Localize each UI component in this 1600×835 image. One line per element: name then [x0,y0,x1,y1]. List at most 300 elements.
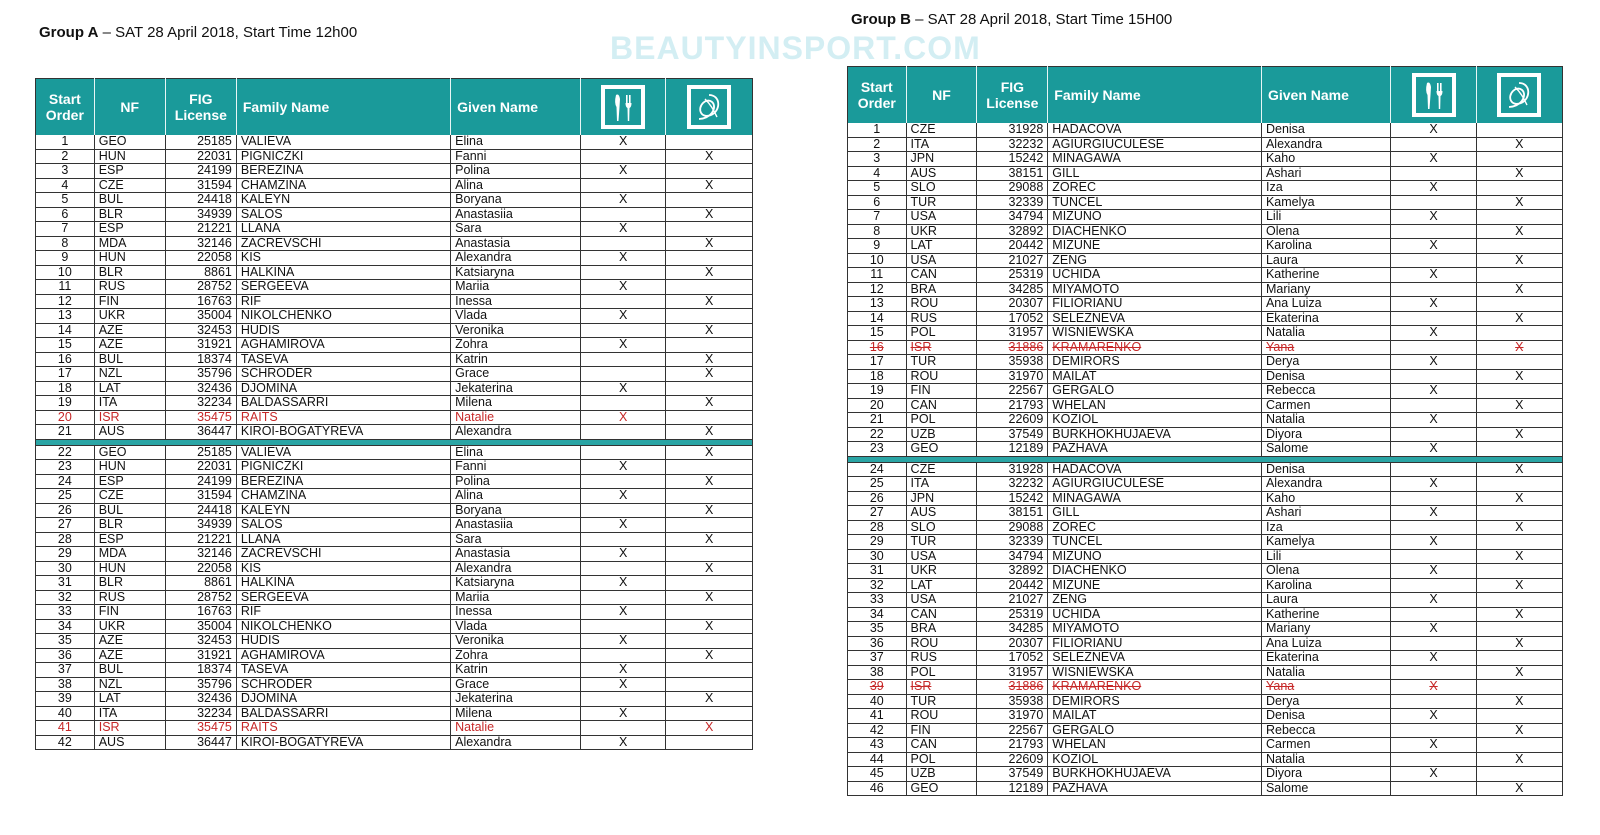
family-name-cell: SELEZNEVA [1048,311,1262,326]
nf-cell: CZE [906,123,977,137]
table-row [36,735,753,750]
given-name-cell: Elina [451,135,581,149]
ribbon-mark-cell [1476,564,1562,579]
meal-mark-cell: X [580,663,666,678]
start-order-cell: 28 [848,520,907,535]
family-name-cell: RIF [236,605,450,620]
fig-license-cell: 32436 [165,692,236,707]
fig-license-cell: 25319 [977,268,1048,283]
meal-mark-cell: X [1391,738,1476,753]
family-name-cell: KIS [236,251,450,266]
meal-mark-cell [580,178,666,193]
fig-license-cell: 12189 [977,781,1048,796]
start-order-cell: 38 [848,665,907,680]
fig-license-cell: 34939 [165,207,236,222]
fig-license-cell: 36447 [165,425,236,440]
fig-license-cell: 32892 [977,564,1048,579]
start-order-cell: 42 [36,735,95,750]
given-name-cell: Derya [1261,355,1390,370]
header-cutlery [580,79,666,136]
ribbon-mark-cell: X [1476,752,1562,767]
fig-license-cell: 37549 [977,427,1048,442]
fig-license-cell: 25185 [165,445,236,460]
fig-license-cell: 32892 [977,224,1048,239]
table-row [848,166,1563,181]
family-name-cell: MINAGAWA [1048,491,1262,506]
meal-mark-cell: X [1391,709,1476,724]
given-name-cell: Katrin [451,352,581,367]
meal-mark-cell [580,236,666,251]
fig-license-cell: 34939 [165,518,236,533]
meal-mark-cell: X [580,193,666,208]
given-name-cell: Salome [1261,442,1390,457]
table-row [848,738,1563,753]
given-name-cell: Denisa [1261,709,1390,724]
nf-cell: ROU [906,369,977,384]
meal-mark-cell [1391,137,1476,152]
ribbon-mark-cell [1476,535,1562,550]
start-order-cell: 32 [848,578,907,593]
start-order-cell: 41 [36,721,95,736]
ribbon-mark-cell [1476,651,1562,666]
given-name-cell: Mariany [1261,622,1390,637]
nf-cell: ESP [94,474,165,489]
table-row [36,280,753,295]
start-order-cell: 13 [36,309,95,324]
given-name-cell: Diyora [1261,427,1390,442]
given-name-cell: Anastasia [451,547,581,562]
fig-license-cell: 22609 [977,413,1048,428]
meal-mark-cell: X [1391,152,1476,167]
family-name-cell: HALKINA [236,265,450,280]
table-row [848,767,1563,782]
table-row [36,309,753,324]
nf-cell: ITA [94,706,165,721]
given-name-cell: Jekaterina [451,381,581,396]
start-order-cell: 1 [36,135,95,149]
group-a-header-row [36,79,753,136]
nf-cell: SLO [906,520,977,535]
start-order-cell: 15 [36,338,95,353]
nf-cell: CZE [906,462,977,477]
nf-cell: ESP [94,222,165,237]
fig-license-cell: 22058 [165,561,236,576]
group-a-title [39,24,357,41]
family-name-cell: LLANA [236,222,450,237]
start-order-cell: 5 [36,193,95,208]
given-name-cell: Natalia [1261,665,1390,680]
fig-license-cell: 21221 [165,222,236,237]
fig-license-cell: 15242 [977,491,1048,506]
ribbon-mark-cell [1476,152,1562,167]
given-name-cell: Karolina [1261,239,1390,254]
ribbon-mark-cell [666,280,753,295]
nf-cell: POL [906,326,977,341]
group-b-title-rest: – SAT 28 April 2018, Start Time 15H00 [911,11,1173,28]
table-row [36,590,753,605]
fig-license-cell: 35004 [165,309,236,324]
nf-cell: POL [906,413,977,428]
given-name-cell: Boryana [451,193,581,208]
meal-mark-cell: X [580,576,666,591]
start-order-cell: 38 [36,677,95,692]
table-row [36,265,753,280]
start-order-cell: 4 [36,178,95,193]
nf-cell: ITA [906,477,977,492]
given-name-cell: Iza [1261,181,1390,196]
given-name-cell: Grace [451,367,581,382]
meal-mark-cell: X [580,489,666,504]
start-order-cell: 33 [848,593,907,608]
nf-cell: HUN [94,251,165,266]
nf-cell: MDA [94,236,165,251]
ribbon-mark-cell [1476,413,1562,428]
fig-license-cell: 34285 [977,282,1048,297]
fig-license-cell: 35938 [977,355,1048,370]
table-row [848,297,1563,312]
table-row [36,410,753,425]
fig-license-cell: 28752 [165,280,236,295]
fig-license-cell: 18374 [165,663,236,678]
table-row [848,282,1563,297]
start-order-cell: 2 [36,149,95,164]
family-name-cell: HUDIS [236,323,450,338]
fig-license-cell: 31594 [165,178,236,193]
family-name-cell: GERGALO [1048,384,1262,399]
given-name-cell: Anastasiia [451,207,581,222]
fig-license-cell: 31928 [977,462,1048,477]
table-row [848,398,1563,413]
fig-license-cell: 16763 [165,605,236,620]
header-ribbon [666,79,753,136]
given-name-cell: Rebecca [1261,384,1390,399]
nf-cell: ROU [906,636,977,651]
given-name-cell: Elina [451,445,581,460]
ribbon-mark-cell: X [1476,340,1562,355]
family-name-cell: CHAMZINA [236,489,450,504]
fig-license-cell: 20442 [977,578,1048,593]
start-order-cell: 20 [36,410,95,425]
fig-license-cell: 15242 [977,152,1048,167]
fig-license-cell: 8861 [165,576,236,591]
ribbon-mark-cell: X [1476,137,1562,152]
family-name-cell: VALIEVA [236,135,450,149]
given-name-cell: Sara [451,532,581,547]
ribbon-mark-cell: X [666,367,753,382]
family-name-cell: WISNIEWSKA [1048,665,1262,680]
ribbon-mark-cell: X [1476,694,1562,709]
ribbon-mark-cell: X [666,590,753,605]
meal-mark-cell [580,474,666,489]
start-order-cell: 43 [848,738,907,753]
table-row [848,384,1563,399]
start-order-cell: 19 [36,396,95,411]
given-name-cell: Kaho [1261,152,1390,167]
given-name-cell: Katsiaryna [451,576,581,591]
start-order-cell: 3 [36,164,95,179]
family-name-cell: KRAMARENKO [1048,340,1262,355]
family-name-cell: SERGEEVA [236,590,450,605]
fig-license-cell: 21027 [977,253,1048,268]
start-order-cell: 9 [848,239,907,254]
ribbon-mark-cell [666,547,753,562]
family-name-cell: HALKINA [236,576,450,591]
table-row [36,338,753,353]
fig-license-cell: 31957 [977,665,1048,680]
start-order-cell: 25 [848,477,907,492]
family-name-cell: UCHIDA [1048,268,1262,283]
family-name-cell: RAITS [236,721,450,736]
nf-cell: CAN [906,738,977,753]
fig-license-cell: 35475 [165,410,236,425]
nf-cell: ESP [94,164,165,179]
table-row [36,547,753,562]
fig-license-cell: 22567 [977,723,1048,738]
ribbon-mark-cell: X [1476,195,1562,210]
table-row [848,340,1563,355]
table-row [36,532,753,547]
given-name-cell: Olena [1261,564,1390,579]
meal-mark-cell: X [1391,477,1476,492]
nf-cell: TUR [906,535,977,550]
meal-mark-cell: X [580,251,666,266]
nf-cell: BRA [906,282,977,297]
table-row [36,178,753,193]
table-row [848,651,1563,666]
start-order-cell: 40 [848,694,907,709]
meal-mark-cell [580,619,666,634]
group-b-table [847,66,1563,796]
family-name-cell: RAITS [236,410,450,425]
given-name-cell: Alexandra [451,251,581,266]
start-order-cell: 24 [848,462,907,477]
nf-cell: UZB [906,427,977,442]
ribbon-icon [687,85,731,129]
fig-license-cell: 12189 [977,442,1048,457]
table-row [848,593,1563,608]
table-row [36,135,753,149]
ribbon-mark-cell: X [1476,369,1562,384]
given-name-cell: Lili [1261,210,1390,225]
family-name-cell: WHELAN [1048,738,1262,753]
nf-cell: ESP [94,532,165,547]
given-name-cell: Polina [451,164,581,179]
nf-cell: LAT [94,381,165,396]
start-order-cell: 29 [848,535,907,550]
meal-mark-cell: X [1391,442,1476,457]
ribbon-mark-cell [666,576,753,591]
table-row [848,152,1563,167]
table-row [36,294,753,309]
nf-cell: GEO [94,135,165,149]
family-name-cell: BALDASSARRI [236,396,450,411]
header-family-name: Family Name [236,79,450,136]
start-order-cell: 7 [36,222,95,237]
meal-mark-cell: X [580,410,666,425]
nf-cell: RUS [906,311,977,326]
meal-mark-cell [1391,578,1476,593]
meal-mark-cell: X [1391,593,1476,608]
meal-mark-cell [1391,665,1476,680]
group-a-title-rest: – SAT 28 April 2018, Start Time 12h00 [98,24,358,41]
ribbon-mark-cell: X [1476,491,1562,506]
family-name-cell: KOZIOL [1048,413,1262,428]
meal-mark-cell: X [1391,239,1476,254]
given-name-cell: Carmen [1261,398,1390,413]
start-order-cell: 10 [36,265,95,280]
table-row [848,253,1563,268]
start-order-cell: 46 [848,781,907,796]
nf-cell: RUS [906,651,977,666]
cutlery-icon [1412,73,1456,117]
header-family-name: Family Name [1048,67,1262,124]
given-name-cell: Ana Luiza [1261,636,1390,651]
given-name-cell: Mariany [1261,282,1390,297]
meal-mark-cell [580,692,666,707]
ribbon-mark-cell: X [1476,665,1562,680]
given-name-cell: Inessa [451,294,581,309]
table-row [848,622,1563,637]
meal-mark-cell: X [1391,123,1476,137]
family-name-cell: MIZUNE [1048,578,1262,593]
family-name-cell: KOZIOL [1048,752,1262,767]
ribbon-mark-cell: X [666,352,753,367]
table-row [36,207,753,222]
start-order-cell: 16 [36,352,95,367]
nf-cell: BUL [94,352,165,367]
given-name-cell: Mariia [451,280,581,295]
nf-cell: HUN [94,460,165,475]
ribbon-mark-cell [1476,767,1562,782]
table-row [36,425,753,440]
meal-mark-cell [580,352,666,367]
start-order-cell: 12 [36,294,95,309]
table-row [848,137,1563,152]
nf-cell: NZL [94,367,165,382]
table-row [36,251,753,266]
ribbon-mark-cell [666,164,753,179]
meal-mark-cell: X [580,547,666,562]
fig-license-cell: 16763 [165,294,236,309]
ribbon-mark-cell: X [1476,578,1562,593]
ribbon-mark-cell [1476,477,1562,492]
meal-mark-cell [1391,781,1476,796]
fig-license-cell: 32339 [977,195,1048,210]
given-name-cell: Yana [1261,340,1390,355]
start-order-cell: 34 [36,619,95,634]
ribbon-mark-cell: X [666,265,753,280]
nf-cell: ITA [906,137,977,152]
meal-mark-cell [580,721,666,736]
meal-mark-cell: X [1391,210,1476,225]
ribbon-mark-cell [1476,506,1562,521]
meal-mark-cell [580,207,666,222]
fig-license-cell: 21793 [977,738,1048,753]
family-name-cell: HADACOVA [1048,123,1262,137]
given-name-cell: Natalie [451,410,581,425]
ribbon-mark-cell: X [666,474,753,489]
table-row [848,224,1563,239]
table-row [36,648,753,663]
cutlery-icon [601,85,645,129]
fig-license-cell: 21221 [165,532,236,547]
family-name-cell: KRAMARENKO [1048,680,1262,695]
given-name-cell: Vlada [451,619,581,634]
meal-mark-cell [1391,282,1476,297]
header-ribbon [1476,67,1562,124]
nf-cell: ISR [906,340,977,355]
table-row [848,723,1563,738]
nf-cell: AZE [94,323,165,338]
nf-cell: CZE [94,178,165,193]
start-order-cell: 22 [848,427,907,442]
fig-license-cell: 20307 [977,297,1048,312]
start-order-cell: 30 [36,561,95,576]
given-name-cell: Veronika [451,323,581,338]
table-row [36,367,753,382]
family-name-cell: TUNCEL [1048,535,1262,550]
ribbon-mark-cell [1476,355,1562,370]
nf-cell: BLR [94,518,165,533]
fig-license-cell: 24199 [165,164,236,179]
given-name-cell: Derya [1261,694,1390,709]
start-order-cell: 12 [848,282,907,297]
header-start-order: Start Order [36,79,95,136]
family-name-cell: DJOMINA [236,692,450,707]
meal-mark-cell: X [1391,355,1476,370]
fig-license-cell: 18374 [165,352,236,367]
table-row [848,462,1563,477]
fig-license-cell: 32453 [165,323,236,338]
given-name-cell: Alexandra [1261,137,1390,152]
family-name-cell: MIZUNE [1048,239,1262,254]
family-name-cell: SALOS [236,207,450,222]
table-row [36,692,753,707]
fig-license-cell: 21793 [977,398,1048,413]
ribbon-mark-cell: X [1476,723,1562,738]
family-name-cell: FILIORIANU [1048,297,1262,312]
meal-mark-cell: X [1391,506,1476,521]
start-order-cell: 32 [36,590,95,605]
start-order-cell: 31 [848,564,907,579]
nf-cell: CAN [906,607,977,622]
family-name-cell: PIGNICZKI [236,149,450,164]
ribbon-mark-cell [666,735,753,750]
ribbon-mark-cell: X [666,294,753,309]
given-name-cell: Natalie [451,721,581,736]
start-order-cell: 11 [848,268,907,283]
given-name-cell: Zohra [451,648,581,663]
ribbon-mark-cell: X [1476,520,1562,535]
given-name-cell: Alexandra [451,735,581,750]
meal-mark-cell [580,149,666,164]
table-row [36,721,753,736]
table-row [36,634,753,649]
family-name-cell: AGHAMIROVA [236,648,450,663]
nf-cell: POL [906,752,977,767]
family-name-cell: SCHRODER [236,367,450,382]
nf-cell: JPN [906,152,977,167]
ribbon-mark-cell: X [666,207,753,222]
family-name-cell: DEMIRORS [1048,694,1262,709]
family-name-cell: KALEYN [236,193,450,208]
given-name-cell: Boryana [451,503,581,518]
start-order-cell: 20 [848,398,907,413]
start-order-cell: 17 [848,355,907,370]
start-order-cell: 29 [36,547,95,562]
header-nf: NF [94,79,165,136]
family-name-cell: NIKOLCHENKO [236,309,450,324]
